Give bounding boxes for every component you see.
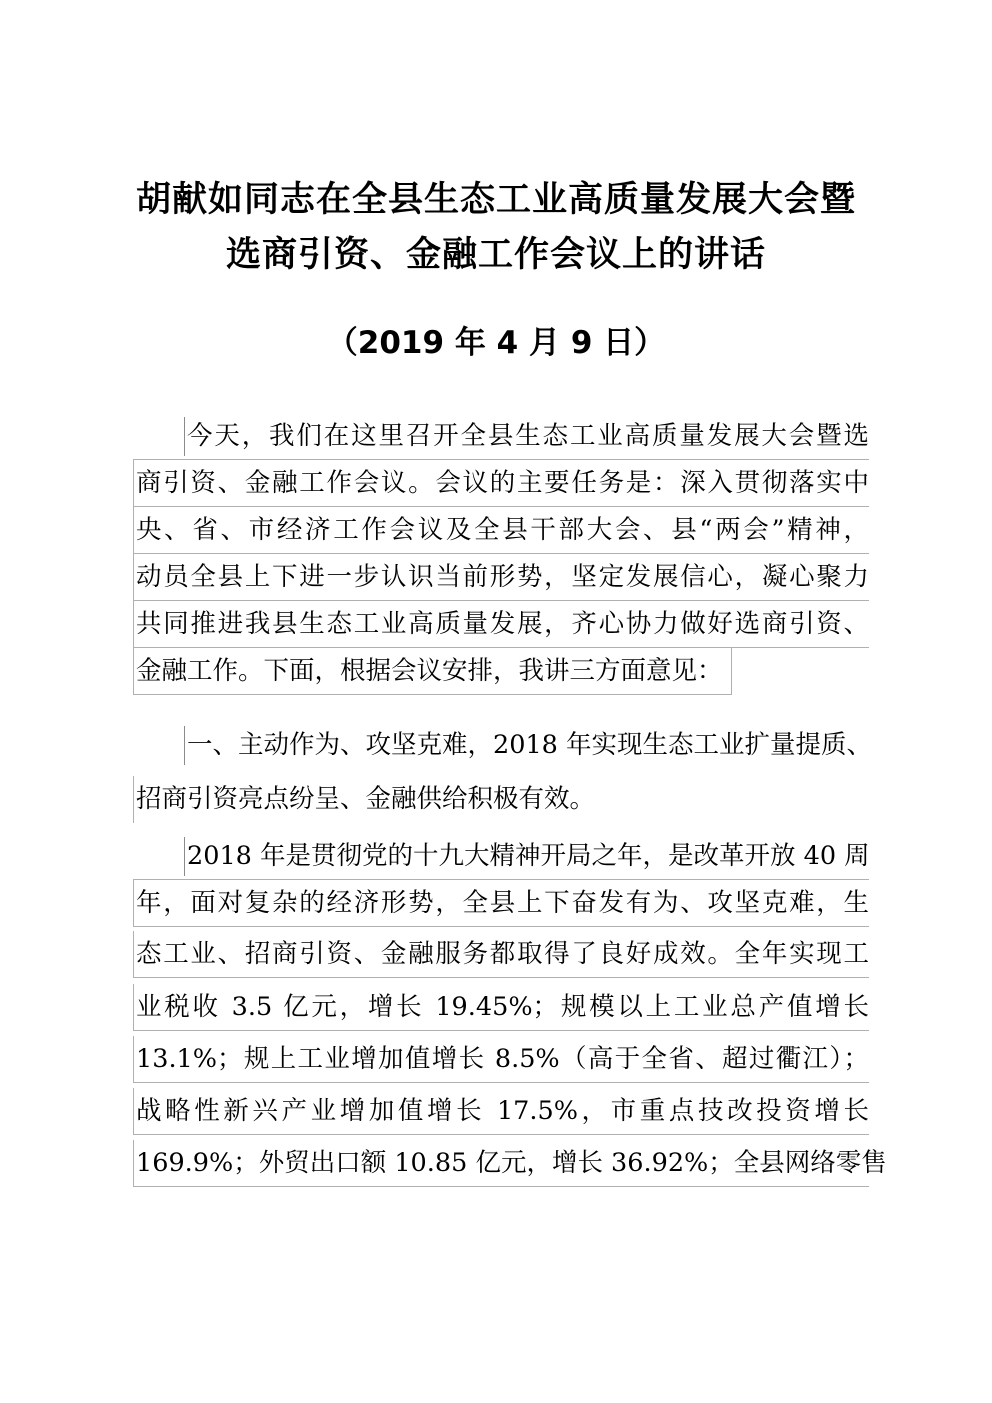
- paragraph-3-line-3: 态工业、招商引资、金融服务都取得了良好成效。全年实现工: [133, 931, 869, 978]
- document-title-line-1: 胡献如同志在全县生态工业高质量发展大会暨: [135, 180, 856, 220]
- paragraph-2-line-1: [133, 722, 893, 769]
- paragraph-1-line-5: 共同推进我县生态工业高质量发展，齐心协力做好选商引资、: [133, 601, 869, 648]
- paragraph-1-line-3: 央、省、市经济工作会议及全县干部大会、县“两会”精神，: [133, 507, 869, 554]
- paragraph-1-line-6: 金融工作。下面，根据会议安排，我讲三方面意见：: [133, 648, 732, 695]
- paragraph-1-line-1: [133, 413, 869, 460]
- paragraph-1-line-1-text: 今天，我们在这里召开全县生态工业高质量发展大会暨选: [187, 421, 869, 451]
- text-cursor-mark: [184, 837, 185, 876]
- paragraph-1-line-2: 商引资、金融工作会议。会议的主要任务是：深入贯彻落实中: [133, 460, 869, 507]
- text-cursor-mark: [184, 726, 185, 765]
- paragraph-3-line-1-text: 2018 年是贯彻党的十九大精神开局之年，是改革开放 40 周: [187, 841, 870, 871]
- document-date: （2019 年 4 月 9 日）: [326, 325, 666, 361]
- text-cursor-mark: [184, 417, 185, 456]
- paragraph-1-line-4: 动员全县上下进一步认识当前形势，坚定发展信心，凝心聚力: [133, 554, 869, 601]
- paragraph-3-line-4: 业税收 3.5 亿元，增长 19.45%；规模以上工业总产值增长: [133, 984, 869, 1031]
- paragraph-3-line-5: 13.1%；规上工业增加值增长 8.5%（高于全省、超过衢江）；: [133, 1036, 869, 1083]
- paragraph-3-line-7: 169.9%；外贸出口额 10.85 亿元，增长 36.92%；全县网络零售: [133, 1140, 869, 1187]
- paragraph-3-line-6: 战略性新兴产业增加值增长 17.5%，市重点技改投资增长: [133, 1088, 869, 1135]
- paragraph-2-line-1-text: 一、主动作为、攻坚克难，2018 年实现生态工业扩量提质、: [187, 730, 873, 760]
- paragraph-3-line-1: [133, 833, 869, 880]
- paragraph-3-line-2: 年，面对复杂的经济形势，全县上下奋发有为、攻坚克难，生: [133, 880, 869, 927]
- paragraph-2-line-2: 招商引资亮点纷呈、金融供给积极有效。: [133, 776, 869, 823]
- document-title-line-2: 选商引资、金融工作会议上的讲话: [225, 235, 766, 275]
